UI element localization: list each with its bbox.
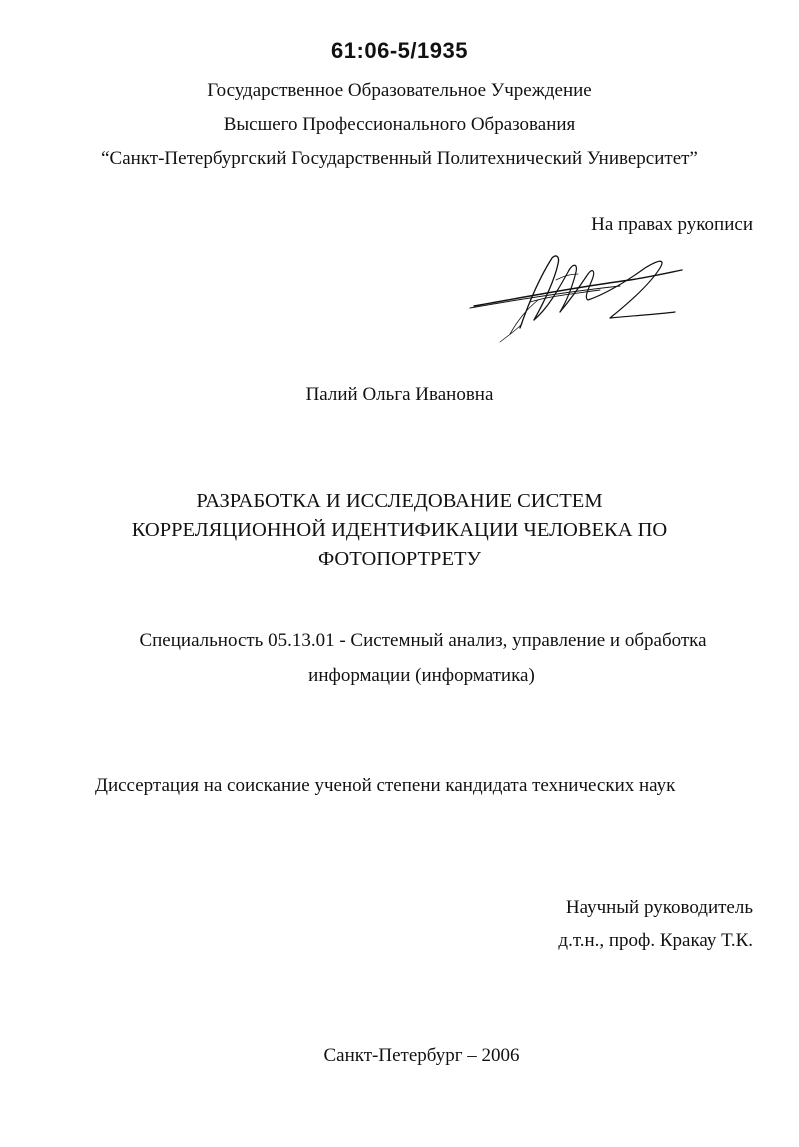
title-line-3: ФОТОПОРТРЕТУ bbox=[317, 548, 482, 570]
institution-line-1: Государственное Образовательное Учреждение bbox=[207, 80, 592, 101]
institution-line-2: Высшего Профессионального Образования bbox=[223, 114, 576, 135]
title-line-1: РАЗРАБОТКА И ИССЛЕДОВАНИЕ СИСТЕМ bbox=[196, 490, 603, 512]
institution-line-3: “Санкт-Петербургский Государственный Политехнический Университет” bbox=[101, 148, 698, 169]
supervisor-name: д.т.н., проф. Кракау Т.К. bbox=[558, 930, 753, 951]
dissertation-type: Диссертация на соискание ученой степени кандидата технических наук bbox=[95, 775, 676, 796]
manuscript-note: На правах рукописи bbox=[591, 214, 753, 235]
author-name: Палий Ольга Ивановна bbox=[305, 384, 494, 405]
specialty-line-1: Специальность 05.13.01 - Системный анализ, управление и обработка bbox=[139, 630, 707, 651]
dissertation-title bbox=[0, 487, 799, 574]
supervisor-label: Научный руководитель bbox=[565, 897, 753, 918]
city-year: Санкт-Петербург – 2006 bbox=[323, 1045, 520, 1066]
specialty-line-2: информации (информатика) bbox=[308, 665, 535, 686]
title-line-2: КОРРЕЛЯЦИОННОЙ ИДЕНТИФИКАЦИИ ЧЕЛОВЕКА ПО bbox=[131, 519, 668, 541]
handwritten-signature-icon bbox=[460, 250, 690, 350]
archive-number: 61:06-5/1935 bbox=[331, 38, 468, 63]
